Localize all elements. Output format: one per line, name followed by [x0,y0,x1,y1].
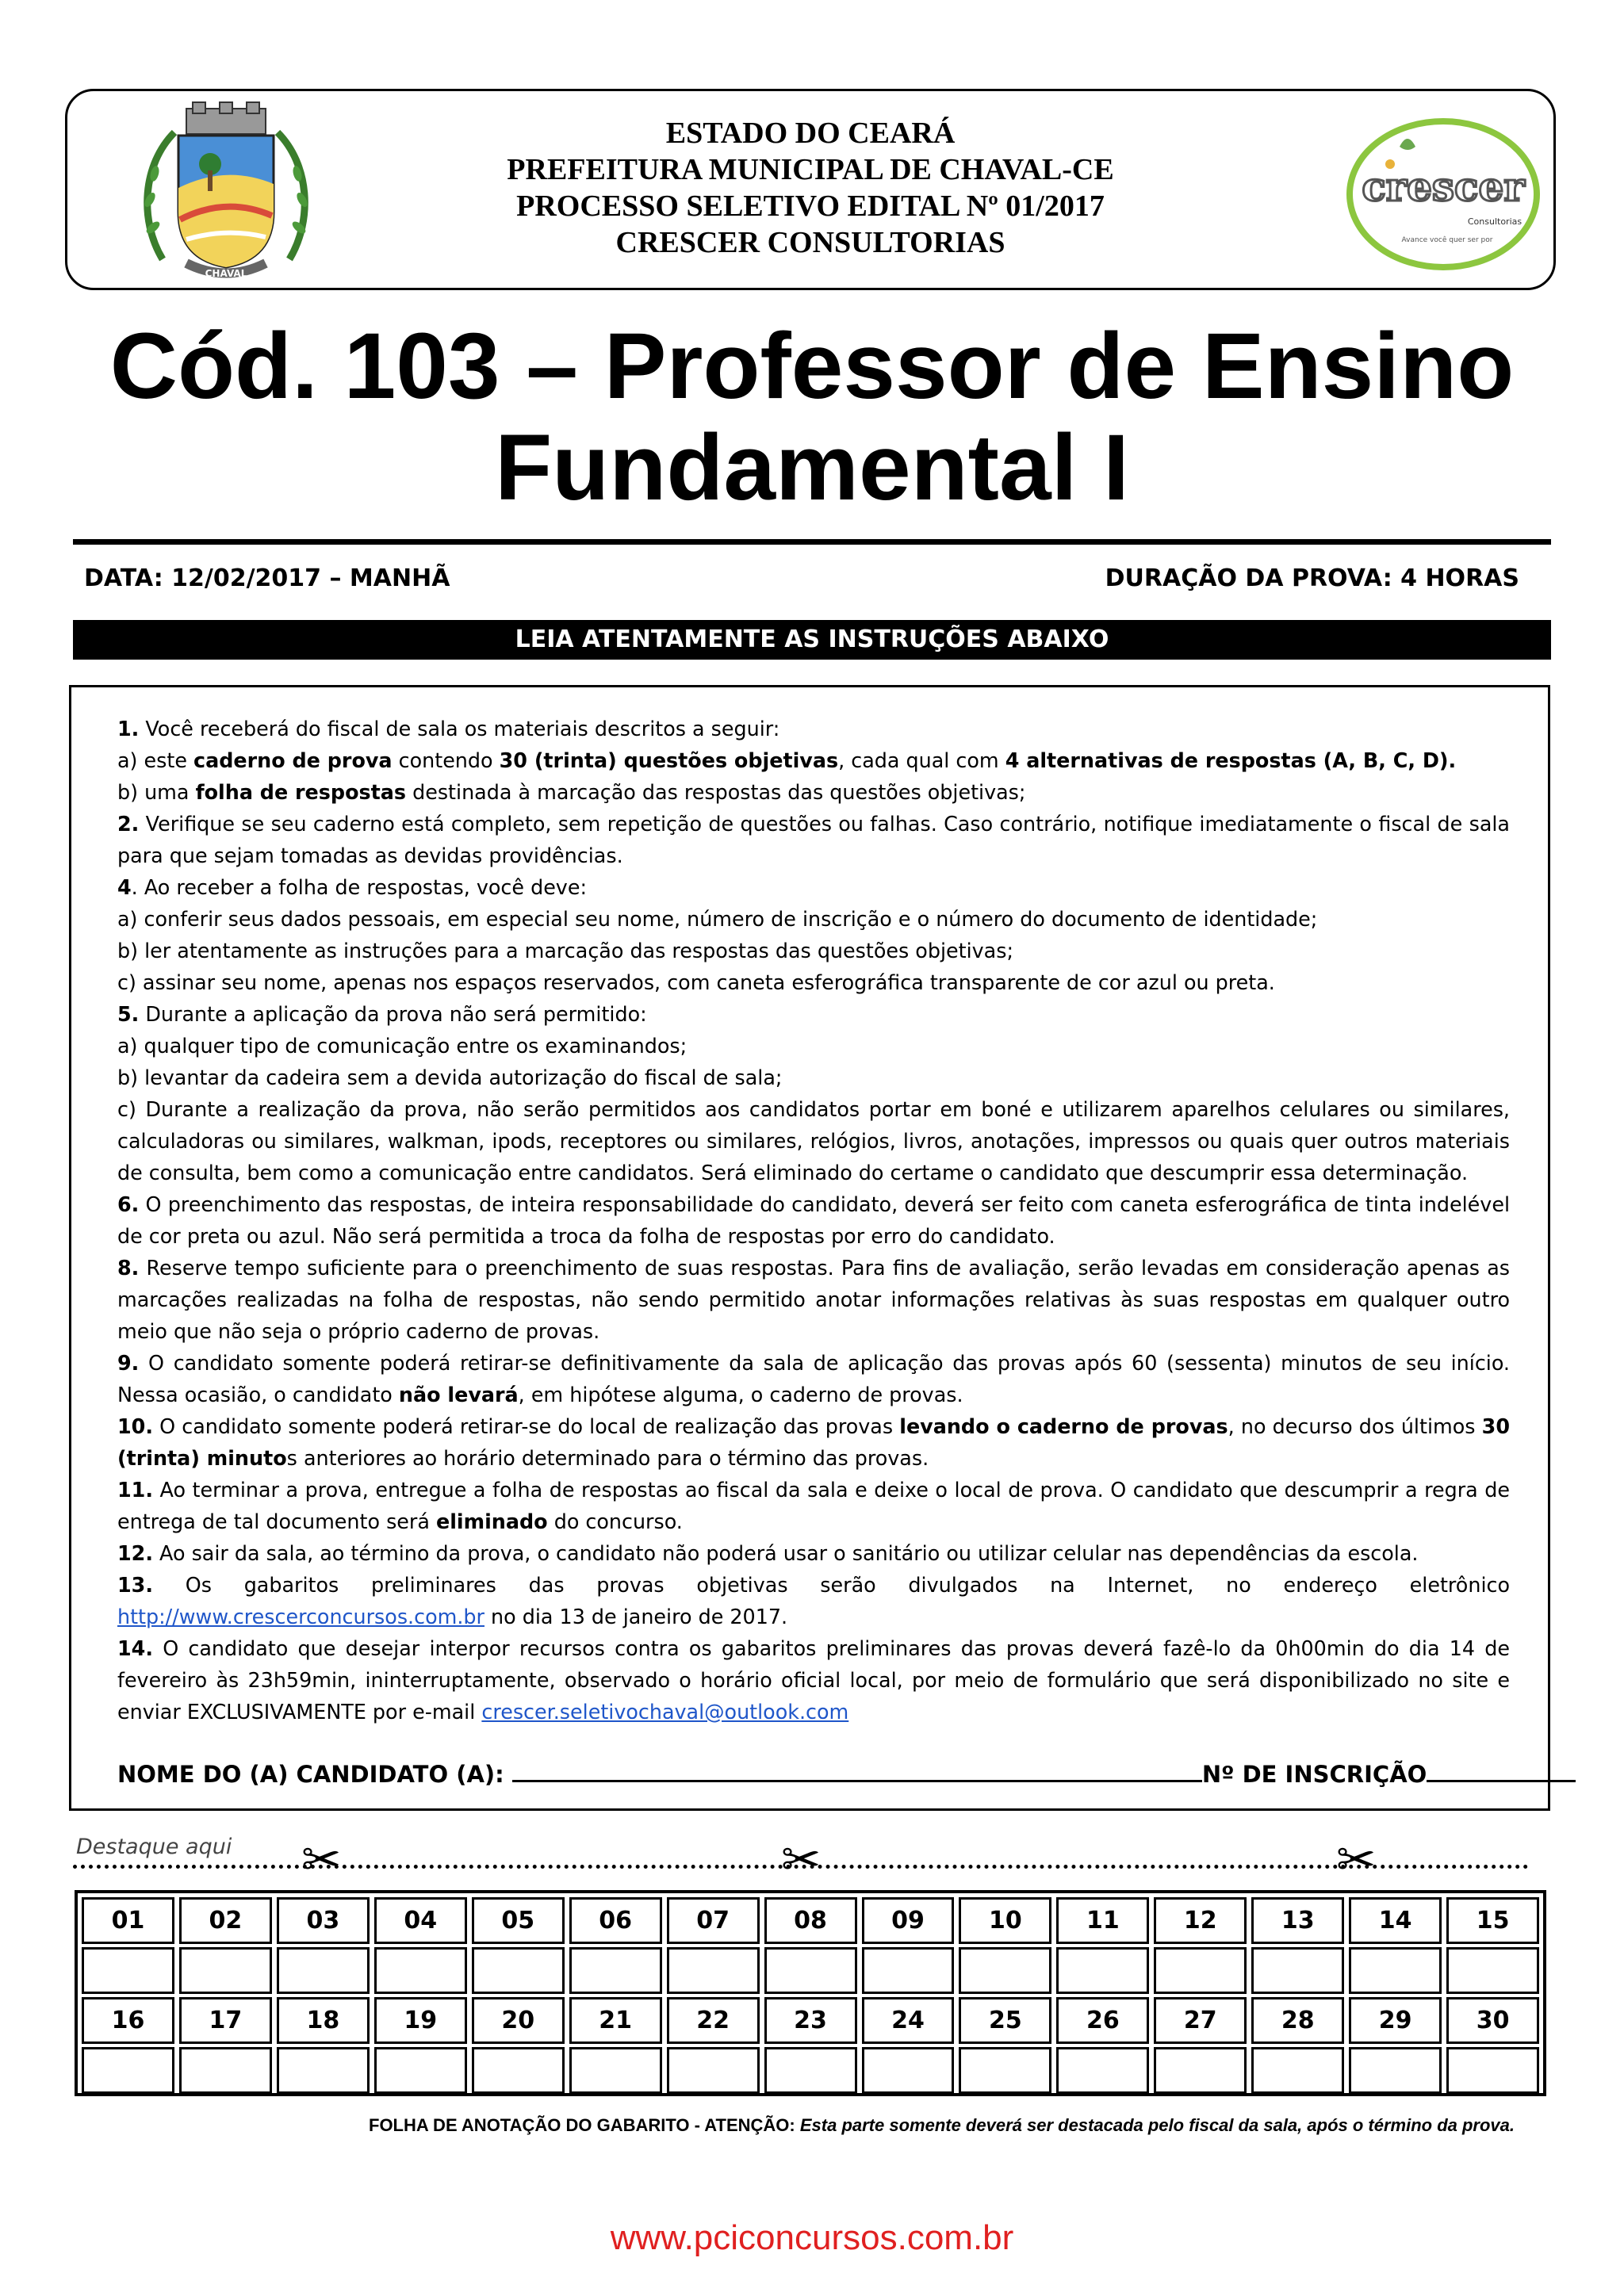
instruction-text: . Ao receber a folha de respostas, você deve: [131,875,588,899]
question-number: 07 [667,1897,760,1944]
title-divider [73,539,1551,545]
instruction-text: O candidato que desejar interpor recursos contra os gabaritos preliminares das provas deverá fazê-lo da 0h00min do dia 14 de fevereiro às 23h59min, ininterruptamente, observado o horário oficial local, por meio de formulário que será disponibilizado no site e enviar EXCLUSIVAMENTE por e-mail [117,1636,1510,1724]
answer-cell[interactable] [1446,1947,1539,1994]
question-number: 16 [82,1997,174,2044]
answer-cell[interactable] [1251,2047,1344,2094]
instruction-10 [117,1410,1510,1474]
instruction-text: , cada qual com [838,748,1005,772]
header-text [67,115,1553,261]
instruction-12 [117,1537,1510,1569]
instruction-number: 9. [117,1351,140,1375]
instruction-4b: b) ler atentamente as instruções para a marcação das respostas das questões objetivas; [117,939,1013,962]
header-box [65,89,1556,290]
answer-numbers-row [82,1997,1539,2044]
instruction-number: 11. [117,1478,153,1502]
answer-cell[interactable] [1056,2047,1149,2094]
title-line-2: Fundamental I [495,415,1129,520]
logo-tagline: Avance você quer ser por [1401,236,1493,244]
answer-blank-row [82,1947,1539,1994]
instruction-bold: 30 (trinta) minuto [117,1414,1510,1470]
answer-cell[interactable] [667,2047,760,2094]
instruction-number: 10. [117,1414,153,1438]
instruction-bold: eliminado [436,1510,548,1533]
answer-cell[interactable] [82,2047,174,2094]
candidate-name-label: NOME DO (A) CANDIDATO (A): [117,1761,512,1788]
answer-cell[interactable] [959,1947,1051,1994]
instruction-bold: folha de respostas [195,780,407,804]
question-number: 11 [1056,1897,1149,1944]
instruction-14 [117,1632,1510,1728]
answer-cell[interactable] [1154,2047,1247,2094]
instruction-text: , no decurso dos últimos [1228,1414,1482,1438]
answer-cell[interactable] [862,1947,955,1994]
footer-note-italic: Esta parte somente deverá ser destacada pelo fiscal da sala, após o término da prova. [799,2115,1515,2135]
instruction-6 [117,1188,1510,1252]
inscricao-label: Nº DE INSCRIÇÃO [1201,1761,1427,1788]
instruction-13 [117,1569,1510,1632]
question-number: 08 [764,1897,857,1944]
answer-cell[interactable] [374,1947,467,1994]
answer-cell[interactable] [959,2047,1051,2094]
instruction-text: s anteriores ao horário determinado para o término das provas. [286,1446,929,1470]
instruction-text: do concurso. [547,1510,683,1533]
question-number: 12 [1154,1897,1247,1944]
question-number: 02 [179,1897,272,1944]
answer-numbers-row [82,1897,1539,1944]
instruction-5 [117,998,1510,1030]
question-number: 10 [959,1897,1051,1944]
answer-cell[interactable] [764,2047,857,2094]
logo-sub: Consultorias [1467,216,1522,227]
scissors-icon: ✂ [301,1832,342,1888]
instruction-number: 13. [117,1573,153,1597]
header-prefeitura: PREFEITURA MUNICIPAL DE CHAVAL-CE [507,153,1114,186]
appeal-email-link[interactable]: crescer.seletivochaval@outlook.com [481,1700,849,1724]
answer-cell[interactable] [569,1947,662,1994]
answer-cell[interactable] [472,1947,565,1994]
answer-cell[interactable] [1056,1947,1149,1994]
instruction-bold: 4 alternativas de respostas (A, B, C, D). [1005,748,1457,772]
question-number: 06 [569,1897,662,1944]
answer-cell[interactable] [472,2047,565,2094]
instruction-4 [117,871,1510,903]
scissors-icon: ✂ [1336,1832,1377,1888]
instruction-4c: c) assinar seu nome, apenas nos espaços reservados, com caneta esferográfica transparente de cor azul ou preta. [117,970,1275,994]
question-number: 29 [1349,1997,1442,2044]
instruction-text: no dia 13 de janeiro de 2017. [484,1605,788,1628]
footer-note [369,2115,1515,2136]
instruction-bold: levando o caderno de provas [899,1414,1228,1438]
instruction-1a [117,744,1510,776]
exam-date: DATA: 12/02/2017 – MANHÃ [84,564,450,592]
answer-cell[interactable] [374,2047,467,2094]
instruction-text: Ao sair da sala, ao término da prova, o candidato não poderá usar o sanitário ou utilizar celular nas dependências da escola. [152,1541,1419,1565]
instruction-number: 1. [117,717,140,740]
instruction-4a: a) conferir seus dados pessoais, em especial seu nome, número de inscrição e o número do documento de identidade; [117,907,1318,931]
instruction-text: O candidato somente poderá retirar-se definitivamente da sala de aplicação das provas após 60 (sessenta) minutos de seu início. Nessa ocasião, o candidato [117,1351,1510,1406]
instruction-8 [117,1252,1510,1347]
results-link[interactable]: http://www.crescerconcursos.com.br [117,1605,485,1628]
question-number: 05 [472,1897,565,1944]
instruction-number: 4 [117,875,132,899]
instruction-number: 8. [117,1256,140,1280]
instruction-number: 5. [117,1002,140,1026]
instruction-text: Reserve tempo suficiente para o preenchimento de suas respostas. Para fins de avaliação, serão levadas em consideração apenas as marcações realizadas na folha de respostas, não sendo permitido anotar informações relativas às suas respostas em qualquer outro meio que não seja o próprio caderno de provas. [117,1256,1510,1343]
instruction-5b: b) levantar da cadeira sem a devida autorização do fiscal de sala; [117,1066,783,1089]
question-number: 01 [82,1897,174,1944]
instruction-text: Verifique se seu caderno está completo, sem repetição de questões ou falhas. Caso contrário, notifique imediatamente o fiscal de sala para que sejam tomadas as devidas providências. [117,812,1510,867]
instruction-bold: não levará [398,1383,519,1406]
question-number: 19 [374,1997,467,2044]
crescer-logo [1344,115,1542,274]
answer-cell[interactable] [277,1947,370,1994]
question-number: 25 [959,1997,1051,2044]
header-consultorias: CRESCER CONSULTORIAS [615,226,1005,259]
answer-cell[interactable] [1154,1947,1247,1994]
answer-cell[interactable] [277,2047,370,2094]
answer-cell[interactable] [1349,2047,1442,2094]
footer-note-bold: FOLHA DE ANOTAÇÃO DO GABARITO - ATENÇÃO: [369,2115,800,2135]
instruction-11 [117,1474,1510,1537]
question-number: 14 [1349,1897,1442,1944]
answer-cell[interactable] [1349,1947,1442,1994]
instruction-number: 12. [117,1541,153,1565]
exam-duration: DURAÇÃO DA PROVA: 4 HORAS [1105,564,1519,592]
cut-here-label: Destaque aqui [76,1835,232,1859]
answer-cell[interactable] [764,1947,857,1994]
instruction-number: 6. [117,1192,140,1216]
question-number: 17 [179,1997,272,2044]
answer-blank-row [82,2047,1539,2094]
logo-text: crescer [1362,163,1525,210]
question-number: 28 [1251,1997,1344,2044]
crest-label: CHAVAL [205,268,247,279]
instructions-heading: LEIA ATENTAMENTE AS INSTRUÇÕES ABAIXO [73,620,1551,660]
question-number: 09 [862,1897,955,1944]
instruction-text: Ao terminar a prova, entregue a folha de respostas ao fiscal da sala e deixe o local de prova. O candidato que descumprir a regra de entrega de tal documento será [117,1478,1510,1533]
instruction-bold: caderno de prova [193,748,393,772]
question-number: 24 [862,1997,955,2044]
question-number: 03 [277,1897,370,1944]
title-line-1: Cód. 103 – Professor de Ensino [109,314,1515,419]
answer-grid [75,1890,1546,2096]
instruction-text: , em hipótese alguma, o caderno de provas. [518,1383,963,1406]
instruction-text: contendo [392,748,500,772]
instruction-number: 14. [117,1636,153,1660]
instruction-text: O preenchimento das respostas, de inteira responsabilidade do candidato, deverá ser feito com caneta esferográfica de tinta indelével de cor preta ou azul. Não será permitida a troca da folha de respostas por erro do candidato. [117,1192,1510,1248]
question-number: 21 [569,1997,662,2044]
question-number: 13 [1251,1897,1344,1944]
instruction-text: Durante a aplicação da prova não será permitido: [139,1002,647,1026]
instruction-text: Os gabaritos preliminares das provas objetivas serão divulgados na Internet, no endereço eletrônico [152,1573,1510,1597]
instruction-text: b) uma [117,780,196,804]
answer-cell[interactable] [1446,2047,1539,2094]
answer-cell[interactable] [82,1947,174,1994]
answer-cell[interactable] [179,1947,272,1994]
answer-cell[interactable] [179,2047,272,2094]
instruction-text: destinada à marcação das respostas das questões objetivas; [406,780,1026,804]
source-site[interactable]: www.pciconcursos.com.br [610,2218,1014,2257]
question-number: 18 [277,1997,370,2044]
question-number: 30 [1446,1997,1539,2044]
header-processo: PROCESSO SELETIVO EDITAL Nº 01/2017 [516,189,1105,223]
instruction-text: Você receberá do fiscal de sala os materiais descritos a seguir: [139,717,780,740]
instruction-text: a) este [117,748,194,772]
instructions-box [69,685,1550,1811]
header-state: ESTADO DO CEARÁ [665,117,956,150]
scissors-icon: ✂ [781,1832,822,1888]
answer-cell[interactable] [862,2047,955,2094]
question-number: 27 [1154,1997,1247,2044]
question-number: 15 [1446,1897,1539,1944]
inscricao-field[interactable] [1427,1759,1576,1782]
question-number: 04 [374,1897,467,1944]
instruction-5c: c) Durante a realização da prova, não serão permitidos aos candidatos portar em boné e utilizarem aparelhos celulares ou similares, calculadoras ou similares, walkman, ipods, receptores ou similares, relógios, livros, anotações, impressos ou quais quer outros materiais de consulta, bem como a comunicação entre candidatos. Será eliminado do certame o candidato que descumprir essa determinação. [117,1097,1510,1184]
answer-cell[interactable] [569,2047,662,2094]
answer-cell[interactable] [1251,1947,1344,1994]
instruction-text: O candidato somente poderá retirar-se do local de realização das provas [152,1414,900,1438]
instruction-2 [117,808,1510,871]
instruction-number: 2. [117,812,140,836]
question-number: 23 [764,1997,857,2044]
instruction-9 [117,1347,1510,1410]
instruction-5a: a) qualquer tipo de comunicação entre os examinandos; [117,1034,688,1058]
candidate-line [117,1759,1513,1788]
page-title [0,316,1624,519]
instruction-1b [117,776,1510,808]
instructions-body [117,713,1510,1728]
question-number: 20 [472,1997,565,2044]
instruction-bold: 30 (trinta) questões objetivas [499,748,839,772]
question-number: 26 [1056,1997,1149,2044]
answer-cell[interactable] [667,1947,760,1994]
question-number: 22 [667,1997,760,2044]
candidate-name-field[interactable] [512,1759,1202,1782]
instruction-1 [117,713,1510,744]
